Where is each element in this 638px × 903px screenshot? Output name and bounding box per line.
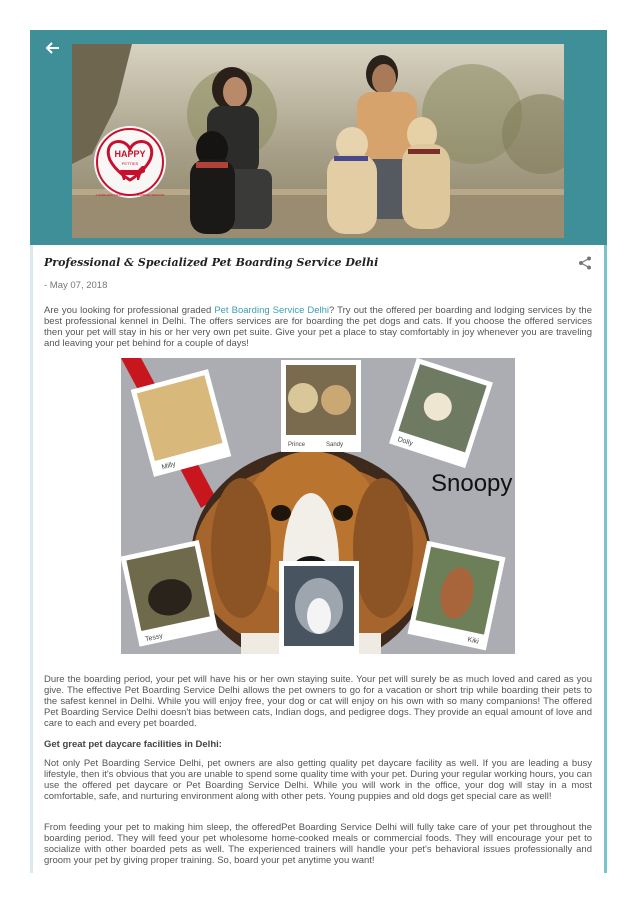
collage-label: Snoopy	[431, 470, 513, 497]
svg-text:Sandy: Sandy	[326, 442, 344, 448]
post-intro	[44, 305, 592, 349]
svg-text:A HOME AWAY FROM HOME PET BOAR: A HOME AWAY FROM HOME PET BOARDING SERVICES	[95, 194, 165, 197]
share-button[interactable]	[578, 256, 592, 270]
post-paragraph-3: Not only Pet Boarding Service Delhi, pet owners are also getting quality pet daycare facility as well. If you are leading a busy lifestyle, then it's obvious that you are unable to spend some quality time with your pet. During your regular working hours, you can use the offered pet daycare or Pet Boarding Service Delhi. While you will work in the office, your dog will stay in a most comfortable, safe, and nurturing environment along with other pets. Young puppies and old dogs get special care as well!	[44, 758, 592, 802]
pet-boarding-link[interactable]: Pet Boarding Service Delhi	[214, 305, 330, 316]
intro-text-rest: ? Try out the offered per boarding and lodging services by the best professional kennel in Delhi. The offers services are for boarding the pet dogs and cats. If you choose the offered services then your pet will stay in his or her very own pet suite. Give your pet a place to stay comfortably in joy whenever you are traveling and leaving your pet behind for a couple of days!	[44, 305, 592, 349]
collage-photo-2	[281, 360, 361, 452]
post-date: - May 07, 2018	[44, 280, 108, 291]
intro-text: Are you looking for professional graded	[44, 305, 215, 316]
svg-text:Prince: Prince	[288, 442, 306, 448]
header-banner-image	[72, 44, 564, 238]
collage-photo-5	[279, 561, 359, 654]
post-subheading: Get great pet daycare facilities in Delhi:	[44, 739, 222, 750]
svg-text:Dolly: Dolly	[396, 436, 414, 448]
arrow-left-icon	[44, 40, 60, 56]
svg-text:Kiki: Kiki	[466, 636, 480, 646]
blog-header	[30, 30, 607, 245]
post-title[interactable]: Professional & Specialized Pet Boarding Service Delhi	[44, 256, 379, 269]
post-paragraph-4: From feeding your pet to making him sleep, the offeredPet Boarding Service Delhi will fully take care of your pet throughout the boarding period. They will feed your pet wholesome home-cooked meals or commercial foods. They will encourage your pet to socialize with other boarded pets as well. The experienced trainers will handle your pet's behavioral issues professionally and groom your pet by giving proper training. So, board your pet anytime you want!	[44, 822, 592, 866]
svg-text:Tessy: Tessy	[144, 632, 164, 644]
back-button[interactable]	[42, 40, 62, 60]
svg-text:HAPPY: HAPPY	[114, 149, 146, 159]
share-icon	[578, 256, 592, 270]
happy-petties-logo	[94, 126, 166, 198]
svg-text:PETTIES: PETTIES	[121, 161, 139, 166]
pet-collage-image	[121, 358, 515, 654]
svg-text:Milly: Milly	[161, 460, 177, 472]
post-paragraph-2: Dure the boarding period, your pet will have his or her own staying suite. Your pet will surely be as much loved and cared as you give. The effective Pet Boarding Service Delhi allows the pet owners to go for a vacation or short trip while boarding their pets to the safest kennel in Delhi. While you will enjoy free, your dog or cat will enjoy on his own with so many companions! The offered Pet Boarding Service Delhi doesn't bias between cats, Indian dogs, and pedigree dogs. They provide an equal amount of love and care to each and every pet boarded.	[44, 674, 592, 729]
